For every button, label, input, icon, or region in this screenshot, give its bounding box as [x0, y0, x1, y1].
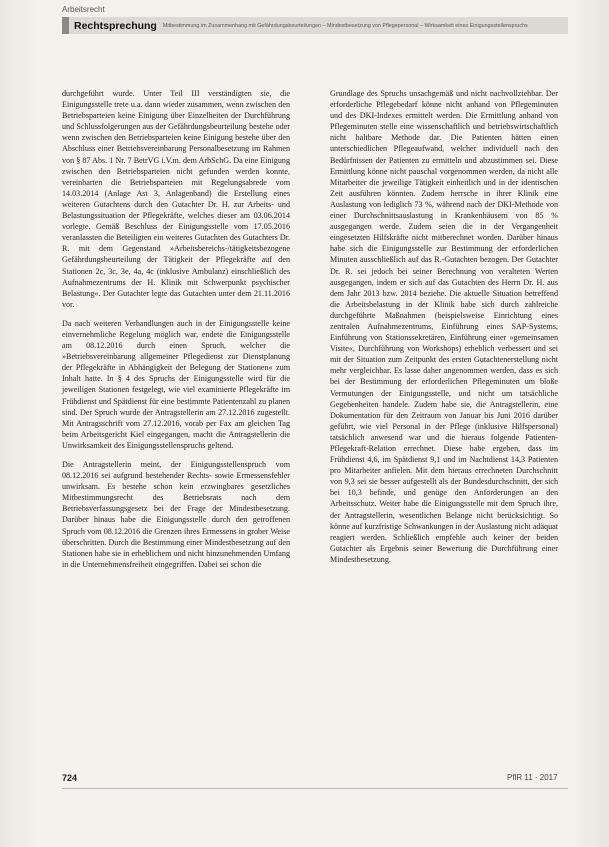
- paragraph: durchgeführt wurde. Unter Teil III verständigten sie, die Einigungsstelle trete u.a. dann wieder zusammen, wenn zwischen den Betriebsparteien keine Einigung über Einzelheiten der Durchführung und Schlussfolgerungen aus der Gefährdungsbeurteilung bestehe oder wenn zwischen den Betriebsparteien keine Einigung bestehe über den Abschluss einer Betriebsvereinbarung Personalbesetzung im Rahmen von § 87 Abs. 1 Nr. 7 BetrVG i.V.m. dem ArbSchG. Da eine Einigung zwischen den Betriebsparteien nicht gefunden werden konnte, vereinbarten die Betriebsparteien mit Regelungsabrede vom 14.03.2014 (Anlage Ast 3, Anlagenband) die Erstellung eines weiteren Gutachtens durch den Gutachter Dr. H. zur Arbeits- und Belastungssituation der Pflegekräfte, welches dieser am 03.06.2014 vorlegte. Gemäß Beschluss der Einigungsstelle vom 17.05.2016 veranlassten die Beteiligten ein weiteres Gutachten des Gutachters Dr. R. mit dem Gegenstand »Arbeitsbereichs-/tätigkeitsbezogene Gefährdungsbeurteilung der Tätigkeit der Pflegekräfte auf den Stationen 2c, 3c, 3e, 4a, 4c (inklusive Ambulanz) einschließlich des Aufnahmezentrums der H. Klinik mit Schwerpunkt psychischer Belastung«. Der Gutachter legte das Gutachten unter dem 21.11.2016 vor.: [62, 89, 290, 309]
- page-number: 724: [62, 773, 78, 783]
- page-subtitle: Mitbestimmung im Zusammenhang mit Gefährdungsbeurteilungen – Mindestbesetzung von Pflegepersonal – Wirksamkeit eines Einigungsstellenspruchs: [162, 22, 528, 29]
- footer-divider: [62, 788, 568, 789]
- right-column: [330, 88, 558, 573]
- header-marker: [62, 17, 69, 34]
- journal-reference: PflR 11 · 2017: [507, 773, 558, 782]
- paragraph: Grundlage des Spruchs unsachgemäß und nicht nachvollziehbar. Der erforderliche Pflegebedarf könne nicht anhand von Pflegeminuten und des DKI-Indexes ermittelt werden. Die Ermittlung anhand von Pflegeminuten stelle eine wissenschaftlich und betriebswirtschaftlich nicht haltbare Methode dar. Die Patienten hätten einen unterschiedlichen Pflegeaufwand, welcher individuell nach den Bedürfnissen der Patienten zu ermitteln und abzustimmen sei. Diese Ermittlung könne nicht pauschal vorgenommen werden, da nicht alle Mitarbeiter die jeweilige Tätigkeit einheitlich und in der identischen Zeit ausführen könnten. Zudem herrsche in ihrer Klinik eine Auslastung von lediglich 73 %, während nach der DKI-Methode von einer Durchschnittsauslastung in Krankenhäusern von 85 % ausgegangen werde. Zudem seien die in der Vergangenheit eingesetzten Hilfskräfte nicht mitberechnet worden. Darüber hinaus habe sich die Einigungsstelle zur Bestimmung der erforderlichen Minuten ausschließlich auf das R.-Gutachten bezogen. Der Gutachter Dr. R. sei jedoch bei seiner Berechnung von veralteten Werten ausgegangen, indem er sich auf das Gutachten des Herrn Dr. H. aus dem Jahr 2013 bzw. 2014 beziehe. Die aktuelle Situation betreffend die Arbeitsbelastung in der Klinik habe sich durch zahlreiche durchgeführte Maßnahmen (beispielsweise Einrichtung eines zentralen Aufnahmezentrums, Einführung eines SAP-Systems, Einführung von Stationssekretären, Einführung einer »gemeinsamen Visite«, Durchführung von Workshops) erheblich verbessert und sei mit der Situation zum Zeitpunkt des ersten Gutachtenerstellung nicht mehr vergleichbar. Es lasse daher angenommen werden, dass es sich bei der Bestimmung der erforderlichen Pflegeminuten um bloße Vermutungen der Einigungsstelle, und nicht um tatsächliche Gegebenheiten handele. Zudem habe sie, die Antragstellerin, eine Dokumentation für den Zeitraum von Januar bis Juni 2016 darüber geführt, wie viel Personal in der Pflege (inklusive Hilfspersonal) tatsächlich anwesend war und die hieraus folgende Patienten-Pflegekraft-Relation errechnet. Diese habe ergeben, dass im Frühdienst 4,6, im Spätdienst 9,1 und im Nachtdienst 14,3 Patienten pro Mitarbeiter anfielen. Mit dem hieraus errechneten Durchschnitt von 9,3 sei sie besser aufgestellt als der Bundesdurchschnitt, der sich bei 10,3 befinde, und genüge den Anforderungen an den Arbeitsschutz. Weiter habe die Einigungsstelle mit dem Spruch ihre, der Antragstellerin, wesentlichen Belange nicht berücksichtigt. So könne auf kurzfristige Schwankungen in der Auslastung nicht adäquat reagiert werden. Schließlich empfehle auch keiner der beiden Gutachter als Ergebnis seiner Bewertung die Durchführung einer Mindestbesetzung.: [330, 89, 558, 564]
- section-label: Arbeitsrecht: [62, 5, 105, 14]
- left-column: [62, 88, 290, 578]
- page-title: Rechtsprechung: [74, 19, 157, 32]
- paragraph: Da nach weiteren Verhandlungen auch in der Einigungsstelle keine einvernehmliche Regelung möglich war, endete die Einigungsstelle am 08.12.2016 durch einen Spruch, welcher die »Betriebsvereinbarung allgemeiner Pflegedienst zur Dienstplanung der Pflegekräfte in Abhängigkeit der Belegung der Stationen« zum Inhalt hatte. In § 4 des Spruchs der Einigungsstelle wird für die jeweiligen Stationen festgelegt, wie viel examinierte Pflegekräfte im Frühdienst und Spätdienst für eine bestimmte Patientenzahl zu planen sind. Der Spruch wurde der Antragstellerin am 27.12.2016 zugestellt. Mit Antragsschrift vom 27.12.2016, vorab per Fax am gleichen Tag beim Arbeitsgericht Kiel eingegangen, macht die Antragstellerin die Unwirksamkeit des Einigungsstellenspruchs geltend.: [62, 318, 290, 450]
- paragraph: Die Antragstellerin meint, der Einigungsstellenspruch vom 08.12.2016 sei aufgrund bestehender Rechts- sowie Ermessensfehler unwirksam. Es bestehe schon kein erzwingbares gesetzliches Mitbestimmungsrecht des Betriebsrats nach dem Betriebsverfassungsgesetz bei der Frage der Mindestbesetzung. Darüber hinaus habe die Einigungsstelle durch den getroffenen Spruch vom 08.12.2016 die Grenzen ihres Ermessens in grober Weise überschritten. Durch die Bestimmung einer Mindestbesetzung auf den Stationen habe sie in erheblichem und nicht hinzunehmenden Umfang in die Unternehmensfreiheit eingegriffen. Dabei sei schon die: [62, 460, 290, 569]
- header-bar: [62, 17, 568, 34]
